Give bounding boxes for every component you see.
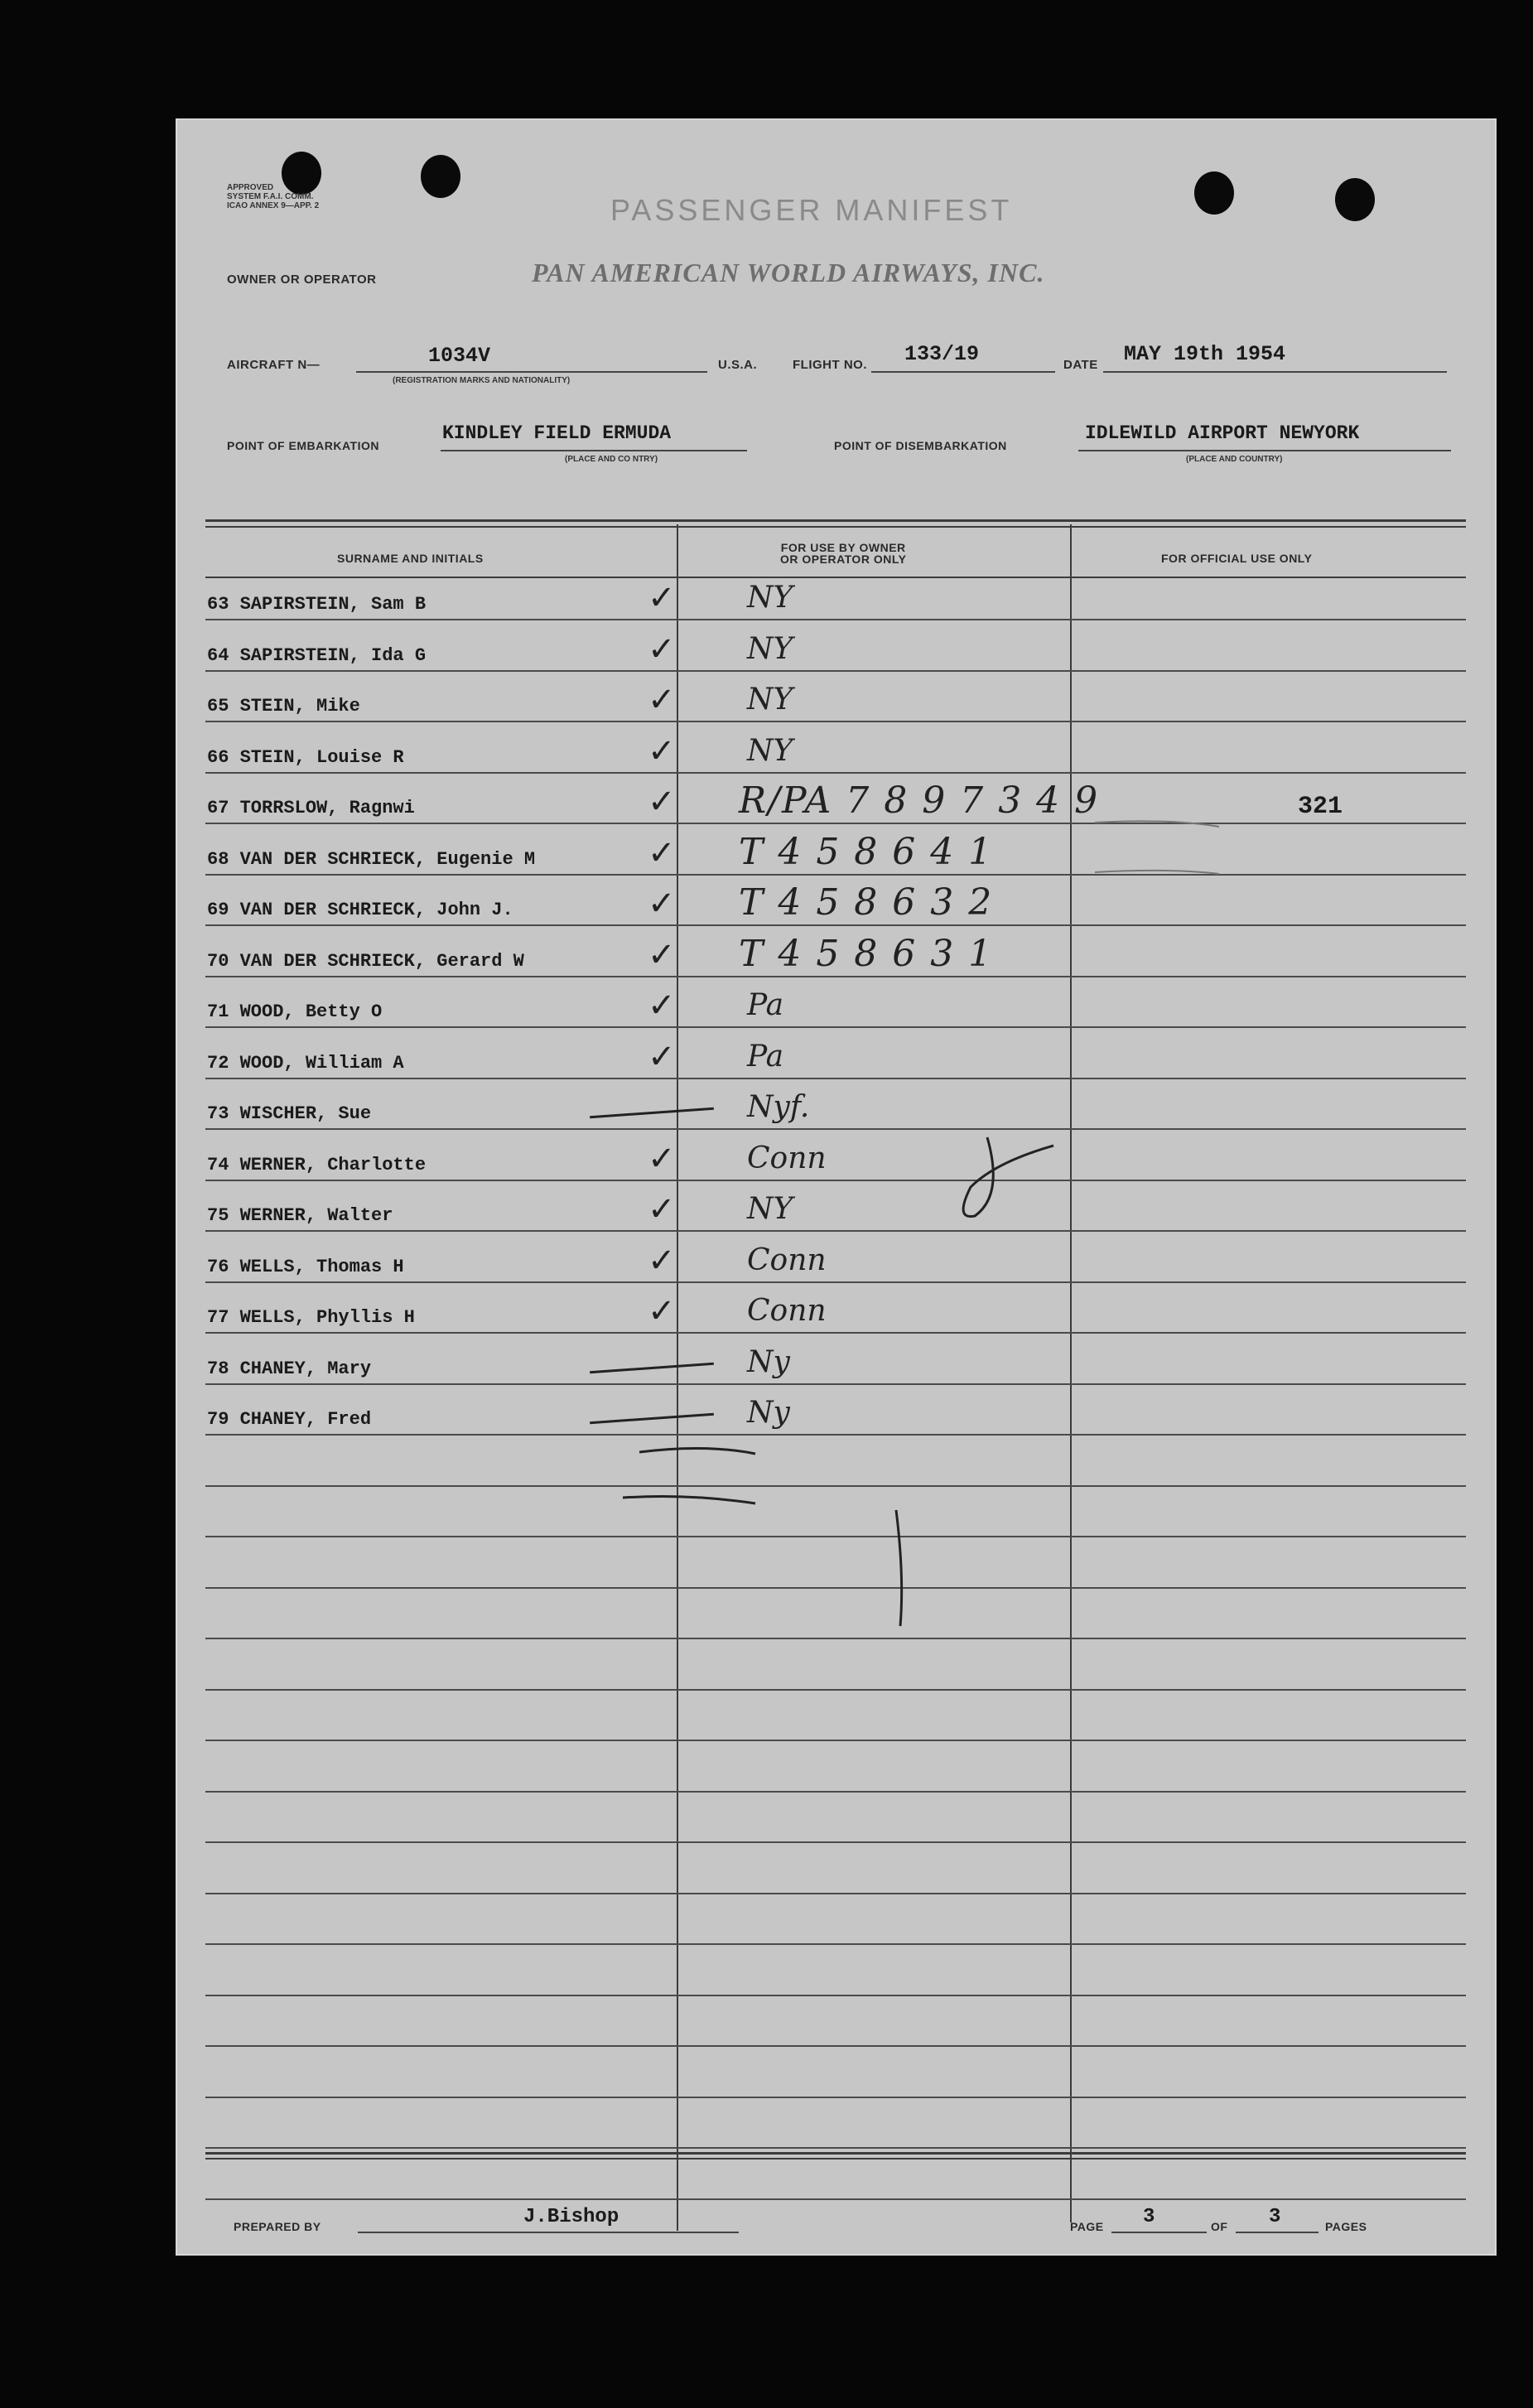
embark-label: POINT OF EMBARKATION [227, 439, 379, 452]
page-line [1111, 2232, 1207, 2233]
check-mark-icon: ✓ [648, 579, 676, 617]
operator-note: Nyf. [747, 1090, 810, 1124]
embark-value: KINDLEY FIELD ERMUDA [442, 422, 672, 444]
page-label: PAGE [1070, 2220, 1104, 2233]
operator-note: Conn [747, 1141, 827, 1175]
operator-note: Conn [747, 1294, 827, 1328]
date-label: DATE [1063, 358, 1098, 372]
aircraft-sub: (REGISTRATION MARKS AND NATIONALITY) [393, 376, 571, 385]
operator-note: R/PA 7 8 9 7 3 4 9 [739, 779, 1100, 822]
embark-sub: (PLACE AND CO NTRY) [565, 455, 658, 464]
check-mark-icon: ✓ [648, 681, 676, 719]
check-mark-icon: ✓ [648, 783, 676, 821]
passenger-name: 73 WISCHER, Sue [207, 1103, 372, 1124]
check-mark-icon: ✓ [648, 1292, 676, 1330]
pen-stroke [896, 1510, 902, 1626]
passenger-name: 65 STEIN, Mike [207, 696, 360, 717]
check-mark-icon: ✓ [648, 1140, 676, 1178]
usa-label: U.S.A. [718, 358, 758, 372]
operator-note: Ny [747, 1396, 790, 1430]
passenger-name: 76 WELLS, Thomas H [207, 1257, 404, 1277]
aircraft-value: 1034V [428, 344, 491, 368]
strike-mark [639, 1448, 755, 1454]
check-mark-icon: ✓ [648, 630, 676, 668]
passenger-name: 79 CHANEY, Fred [207, 1409, 372, 1430]
passenger-name: 64 SAPIRSTEIN, Ida G [207, 645, 427, 666]
passenger-name: 63 SAPIRSTEIN, Sam B [207, 594, 427, 615]
disembark-label: POINT OF DISEMBARKATION [834, 439, 1007, 452]
faint-mark [1095, 821, 1219, 827]
check-mark-icon: ✓ [648, 1038, 676, 1076]
operator-note: Conn [747, 1243, 827, 1277]
pages-label: PAGES [1325, 2220, 1367, 2233]
passenger-name: 72 WOOD, William A [207, 1053, 404, 1074]
manifest-sheet [176, 118, 1497, 2256]
check-mark-icon: ✓ [648, 732, 676, 770]
passenger-name: 71 WOOD, Betty O [207, 1001, 383, 1022]
page-total: 3 [1269, 2206, 1281, 2228]
operator-note: Pa [747, 1040, 784, 1074]
operator-note: T 4 5 8 6 3 2 [739, 881, 994, 924]
owner-label: OWNER OR OPERATOR [227, 273, 377, 287]
faint-mark [1095, 871, 1219, 874]
disembark-sub: (PLACE AND COUNTRY) [1186, 455, 1283, 464]
check-mark-icon: ✓ [648, 834, 676, 872]
aircraft-label: AIRCRAFT N— [227, 358, 321, 372]
passenger-name: 70 VAN DER SCHRIECK, Gerard W [207, 951, 524, 972]
disembark-value: IDLEWILD AIRPORT NEWYORK [1085, 422, 1360, 444]
operator-note: NY [747, 632, 793, 666]
check-mark-icon: ✓ [648, 1242, 676, 1280]
owner-value: PAN AMERICAN WORLD AIRWAYS, INC. [532, 258, 1045, 287]
operator-note: Pa [747, 988, 784, 1022]
col-header-official: FOR OFFICIAL USE ONLY [1161, 552, 1313, 565]
col-header-owner-line: FOR USE BY OWNER [780, 541, 906, 554]
passenger-name: 66 STEIN, Louise R [207, 747, 404, 768]
page-title: PASSENGER MANIFEST [610, 193, 1013, 227]
operator-note: NY [747, 581, 793, 615]
col-header-owner-line: OR OPERATOR ONLY [780, 553, 907, 566]
check-mark-icon: ✓ [648, 1190, 676, 1228]
flight-label: FLIGHT NO. [793, 358, 867, 372]
of-label: OF [1211, 2220, 1228, 2233]
passenger-name: 67 TORRSLOW, Ragnwi [207, 798, 415, 818]
prepared-value: J.Bishop [523, 2206, 619, 2228]
date-value: MAY 19th 1954 [1124, 342, 1286, 366]
col-header-surname: SURNAME AND INITIALS [337, 552, 484, 565]
handwriting-layer [176, 118, 1497, 2256]
of-line [1236, 2232, 1318, 2233]
official-code: 321 [1298, 793, 1343, 821]
approval-line: APPROVED [227, 183, 274, 192]
strike-mark [623, 1497, 755, 1503]
pen-stroke [963, 1137, 1053, 1217]
passenger-name: 77 WELLS, Phyllis H [207, 1307, 415, 1328]
footer-rule [205, 2158, 1466, 2159]
operator-note: NY [747, 683, 793, 717]
footer-rule [205, 2152, 1466, 2155]
operator-note: NY [747, 1192, 793, 1226]
operator-note: T 4 5 8 6 4 1 [739, 831, 994, 873]
passenger-name: 69 VAN DER SCHRIECK, John J. [207, 900, 513, 920]
operator-note: Ny [747, 1345, 790, 1379]
operator-note: NY [747, 734, 793, 768]
passenger-name: 75 WERNER, Walter [207, 1205, 393, 1226]
passenger-name: 78 CHANEY, Mary [207, 1358, 372, 1379]
passenger-name: 74 WERNER, Charlotte [207, 1155, 427, 1175]
prepared-label: PREPARED BY [234, 2220, 321, 2233]
flight-value: 133/19 [904, 342, 980, 366]
approval-line: SYSTEM F.A.I. COMM. [227, 192, 314, 201]
check-mark-icon: ✓ [648, 885, 676, 923]
operator-note: T 4 5 8 6 3 1 [739, 933, 994, 975]
check-mark-icon: ✓ [648, 987, 676, 1025]
approval-line: ICAO ANNEX 9—APP. 2 [227, 201, 320, 210]
prepared-line [358, 2232, 739, 2233]
page-number: 3 [1143, 2206, 1155, 2228]
passenger-name: 68 VAN DER SCHRIECK, Eugenie M [207, 849, 536, 870]
check-mark-icon: ✓ [648, 936, 676, 974]
